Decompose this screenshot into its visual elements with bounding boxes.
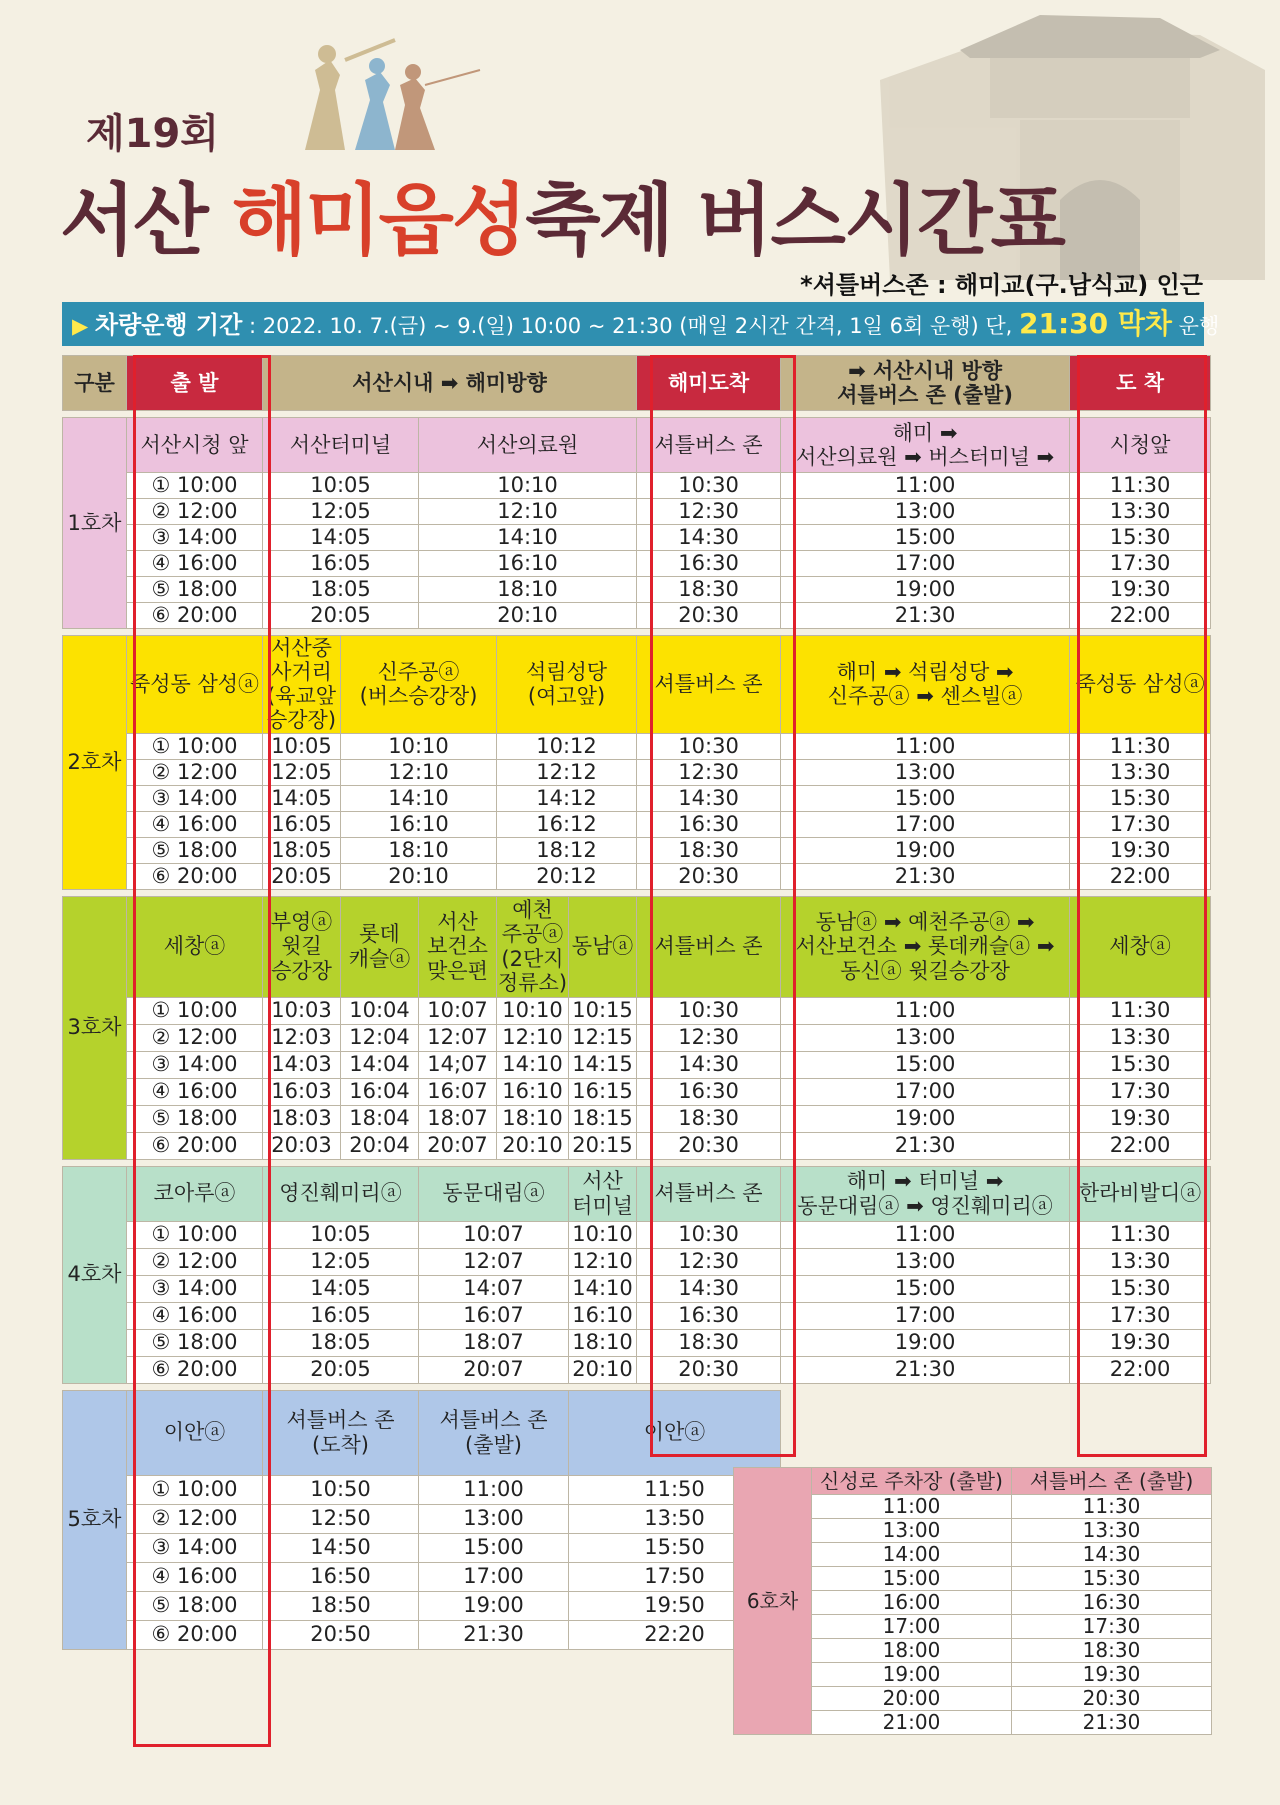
bus2-time-r3-c1: 16:05 (263, 811, 341, 837)
bus3-time-r5-c8: 22:00 (1070, 1132, 1211, 1159)
bus2-time-r5-c0: ⑥ 20:00 (127, 863, 263, 889)
bus1-time-r3-c3: 16:30 (637, 551, 781, 577)
bus1-time-r2-c5: 15:30 (1070, 525, 1211, 551)
bus1-time-r3-c0: ④ 16:00 (127, 551, 263, 577)
bus4-time-r5-c2: 20:07 (419, 1356, 569, 1383)
bus1-time-r4-c4: 19:00 (781, 577, 1070, 603)
bus1-time-r1-c5: 13:30 (1070, 499, 1211, 525)
bus2-time-r2-c5: 15:00 (781, 785, 1070, 811)
bus2-time-r1-c3: 12:12 (497, 759, 637, 785)
bus1-time-r0-c1: 10:05 (263, 473, 419, 499)
header-arrive: 도 착 (1070, 356, 1211, 411)
bus3-time-r3-c2: 16:04 (341, 1078, 419, 1105)
bus1-time-r2-c2: 14:10 (419, 525, 637, 551)
bus1-time-r1-c2: 12:10 (419, 499, 637, 525)
edition-label: 제19회 (86, 111, 219, 157)
bus5-time-r5-c3: 22:20 (569, 1620, 781, 1649)
bus3-time-r3-c0: ④ 16:00 (127, 1078, 263, 1105)
bus3-time-r4-c6: 18:30 (637, 1105, 781, 1132)
bus6-time-r1-c0: 13:00 (812, 1519, 1012, 1543)
bus4-stop-3: 서산 터미널 (569, 1166, 637, 1221)
bus3-time-r5-c2: 20:04 (341, 1132, 419, 1159)
bus6-time-r6-c1: 18:30 (1012, 1639, 1212, 1663)
bus1-stop-2: 서산의료원 (419, 418, 637, 473)
bus4-time-r4-c0: ⑤ 18:00 (127, 1329, 263, 1356)
bus5-time-r0-c3: 11:50 (569, 1475, 781, 1504)
bus4-time-r0-c1: 10:05 (263, 1221, 419, 1248)
bus4-time-r5-c6: 22:00 (1070, 1356, 1211, 1383)
bus3-time-r1-c0: ② 12:00 (127, 1024, 263, 1051)
bus5-stop-1: 셔틀버스 존 (도착) (263, 1390, 419, 1475)
period-text: : 2022. 10. 7.(금) ~ 9.(일) 10:00 ~ 21:30 (매일 2시간 간격, 1일 6회 운행) 단, (242, 314, 1019, 338)
bus3-stop-7: 동남ⓐ ➡ 예천주공ⓐ ➡ 서산보건소 ➡ 롯데캐슬ⓐ ➡ 동신ⓐ 윗길승강장 (781, 896, 1070, 997)
bus4-time-r2-c6: 15:30 (1070, 1275, 1211, 1302)
bus4-time-r0-c0: ① 10:00 (127, 1221, 263, 1248)
bus1-time-r1-c3: 12:30 (637, 499, 781, 525)
bus1-time-r3-c1: 16:05 (263, 551, 419, 577)
bus1-time-r0-c2: 10:10 (419, 473, 637, 499)
bus2-time-r1-c0: ② 12:00 (127, 759, 263, 785)
bus3-time-r2-c4: 14:10 (497, 1051, 569, 1078)
bus4-stop-5: 해미 ➡ 터미널 ➡ 동문대림ⓐ ➡ 영진훼미리ⓐ (781, 1166, 1070, 1221)
bus6-time-r3-c0: 15:00 (812, 1567, 1012, 1591)
bus1-time-r5-c3: 20:30 (637, 603, 781, 629)
bus2-time-r1-c5: 13:00 (781, 759, 1070, 785)
bus2-time-r3-c4: 16:30 (637, 811, 781, 837)
bus3-time-r0-c6: 10:30 (637, 997, 781, 1024)
bus4-time-r0-c2: 10:07 (419, 1221, 569, 1248)
bus2-time-r3-c0: ④ 16:00 (127, 811, 263, 837)
bus6-time-r7-c0: 19:00 (812, 1663, 1012, 1687)
bus4-time-r0-c4: 10:30 (637, 1221, 781, 1248)
bus2-time-r3-c5: 17:00 (781, 811, 1070, 837)
bus5-time-r5-c2: 21:30 (419, 1620, 569, 1649)
bus1-time-r5-c5: 22:00 (1070, 603, 1211, 629)
bus5-time-r2-c0: ③ 14:00 (127, 1533, 263, 1562)
bus6-time-r2-c0: 14:00 (812, 1543, 1012, 1567)
bus3-time-r3-c7: 17:00 (781, 1078, 1070, 1105)
bus4-time-r3-c4: 16:30 (637, 1302, 781, 1329)
bus1-time-r2-c0: ③ 14:00 (127, 525, 263, 551)
bus3-label: 3호차 (63, 896, 127, 1159)
bus3-time-r0-c5: 10:15 (569, 997, 637, 1024)
bus4-time-r0-c3: 10:10 (569, 1221, 637, 1248)
bus6-time-r7-c1: 19:30 (1012, 1663, 1212, 1687)
return-route-line1: ➡ 서산시내 방향 (848, 358, 1003, 383)
bus4-time-r4-c5: 19:00 (781, 1329, 1070, 1356)
bus4-stop-2: 동문대림ⓐ (419, 1166, 569, 1221)
bus3-time-r4-c4: 18:10 (497, 1105, 569, 1132)
bus4-stop-6: 한라비발디ⓐ (1070, 1166, 1211, 1221)
bus4-time-r1-c6: 13:30 (1070, 1248, 1211, 1275)
bus3-time-r3-c3: 16:07 (419, 1078, 497, 1105)
bus5-time-r2-c3: 15:50 (569, 1533, 781, 1562)
bus6-timetable (733, 1467, 1212, 1735)
period-label: 차량운행 기간 (94, 311, 243, 339)
bus5-time-r1-c0: ② 12:00 (127, 1504, 263, 1533)
bus3-time-r0-c3: 10:07 (419, 997, 497, 1024)
bus2-time-r0-c0: ① 10:00 (127, 733, 263, 759)
bus4-time-r5-c1: 20:05 (263, 1356, 419, 1383)
bus3-stop-6: 셔틀버스 존 (637, 896, 781, 997)
bus3-time-r1-c1: 12:03 (263, 1024, 341, 1051)
bus1-stop-0: 서산시청 앞 (127, 418, 263, 473)
bus3-time-r3-c5: 16:15 (569, 1078, 637, 1105)
bus3-time-r0-c8: 11:30 (1070, 997, 1211, 1024)
bus3-stop-0: 세창ⓐ (127, 896, 263, 997)
bus2-time-r5-c3: 20:12 (497, 863, 637, 889)
bus6-header-1: 셔틀버스 존 (출발) (1012, 1468, 1212, 1495)
bus6-header-0: 신성로 주차장 (출발) (812, 1468, 1012, 1495)
bus3-time-r3-c8: 17:30 (1070, 1078, 1211, 1105)
bus-timetable (62, 355, 1211, 1650)
bus4-time-r1-c5: 13:00 (781, 1248, 1070, 1275)
bus1-time-r5-c0: ⑥ 20:00 (127, 603, 263, 629)
bus4-time-r2-c4: 14:30 (637, 1275, 781, 1302)
bus2-stop-4: 셔틀버스 존 (637, 636, 781, 734)
bus5-time-r1-c1: 12:50 (263, 1504, 419, 1533)
bus3-time-r5-c5: 20:15 (569, 1132, 637, 1159)
bus2-time-r3-c6: 17:30 (1070, 811, 1211, 837)
bus5-time-r0-c2: 11:00 (419, 1475, 569, 1504)
bus5-stop-3: 이안ⓐ (569, 1390, 781, 1475)
bus4-time-r5-c3: 20:10 (569, 1356, 637, 1383)
bus3-time-r4-c8: 19:30 (1070, 1105, 1211, 1132)
bus6-time-r8-c0: 20:00 (812, 1687, 1012, 1711)
bus3-stop-8: 세창ⓐ (1070, 896, 1211, 997)
bus6-label: 6호차 (734, 1468, 812, 1735)
bus3-time-r4-c0: ⑤ 18:00 (127, 1105, 263, 1132)
bus6-time-r5-c0: 17:00 (812, 1615, 1012, 1639)
bus3-time-r2-c5: 14:15 (569, 1051, 637, 1078)
bus3-time-r2-c2: 14:04 (341, 1051, 419, 1078)
bus3-time-r1-c8: 13:30 (1070, 1024, 1211, 1051)
bus3-time-r4-c1: 18:03 (263, 1105, 341, 1132)
bus6-time-r3-c1: 15:30 (1012, 1567, 1212, 1591)
bus3-time-r5-c0: ⑥ 20:00 (127, 1132, 263, 1159)
bus4-time-r2-c3: 14:10 (569, 1275, 637, 1302)
bus1-time-r0-c0: ① 10:00 (127, 473, 263, 499)
bus3-time-r1-c2: 12:04 (341, 1024, 419, 1051)
header-gubun: 구분 (63, 356, 127, 411)
bus2-time-r4-c5: 19:00 (781, 837, 1070, 863)
bus5-time-r3-c0: ④ 16:00 (127, 1562, 263, 1591)
shuttle-zone-note: *셔틀버스존 : 해미교(구.남식교) 인근 (800, 271, 1203, 299)
header-route-to-haemi: 서산시내 ➡ 해미방향 (263, 356, 637, 411)
bus3-time-r5-c7: 21:30 (781, 1132, 1070, 1159)
bus6-time-r1-c1: 13:30 (1012, 1519, 1212, 1543)
bus3-time-r0-c4: 10:10 (497, 997, 569, 1024)
bus2-time-r2-c3: 14:12 (497, 785, 637, 811)
bus4-stop-1: 영진훼미리ⓐ (263, 1166, 419, 1221)
bus4-time-r4-c3: 18:10 (569, 1329, 637, 1356)
bus3-time-r1-c3: 12:07 (419, 1024, 497, 1051)
bus3-time-r0-c0: ① 10:00 (127, 997, 263, 1024)
bus3-stop-5: 동남ⓐ (569, 896, 637, 997)
bus3-time-r5-c3: 20:07 (419, 1132, 497, 1159)
bus1-time-r0-c4: 11:00 (781, 473, 1070, 499)
bus3-time-r4-c7: 19:00 (781, 1105, 1070, 1132)
bus3-time-r5-c6: 20:30 (637, 1132, 781, 1159)
bus2-time-r5-c5: 21:30 (781, 863, 1070, 889)
bus1-time-r2-c3: 14:30 (637, 525, 781, 551)
bus3-time-r2-c7: 15:00 (781, 1051, 1070, 1078)
bus4-time-r1-c0: ② 12:00 (127, 1248, 263, 1275)
header-return-route (781, 356, 1070, 411)
bus2-time-r4-c4: 18:30 (637, 837, 781, 863)
bus6-time-r0-c1: 11:30 (1012, 1495, 1212, 1519)
bus3-time-r2-c0: ③ 14:00 (127, 1051, 263, 1078)
bus2-time-r3-c2: 16:10 (341, 811, 497, 837)
bus5-time-r4-c3: 19:50 (569, 1591, 781, 1620)
bus2-time-r0-c2: 10:10 (341, 733, 497, 759)
bus2-stop-3: 석림성당 (여고앞) (497, 636, 637, 734)
bus4-time-r3-c3: 16:10 (569, 1302, 637, 1329)
bus4-time-r1-c2: 12:07 (419, 1248, 569, 1275)
bus2-stop-1: 서산중 사거리 (육교앞 승강장) (263, 636, 341, 734)
operation-period-bar (62, 302, 1220, 346)
bus1-time-r5-c2: 20:10 (419, 603, 637, 629)
bus6-time-r2-c1: 14:30 (1012, 1543, 1212, 1567)
header-haemi-arrive: 해미도착 (637, 356, 781, 411)
bus5-time-r1-c3: 13:50 (569, 1504, 781, 1533)
bus2-time-r5-c4: 20:30 (637, 863, 781, 889)
bus1-stop-4: 해미 ➡ 서산의료원 ➡ 버스터미널 ➡ (781, 418, 1070, 473)
title-part3: 축제 버스시간표 (525, 176, 1064, 266)
bus4-time-r2-c1: 14:05 (263, 1275, 419, 1302)
bus4-time-r1-c3: 12:10 (569, 1248, 637, 1275)
bus5-time-r5-c1: 20:50 (263, 1620, 419, 1649)
bus4-time-r2-c2: 14:07 (419, 1275, 569, 1302)
bus1-time-r3-c4: 17:00 (781, 551, 1070, 577)
bus4-time-r3-c5: 17:00 (781, 1302, 1070, 1329)
bus3-time-r4-c3: 18:07 (419, 1105, 497, 1132)
bus3-time-r1-c7: 13:00 (781, 1024, 1070, 1051)
page-title (60, 158, 1064, 270)
bus1-time-r5-c1: 20:05 (263, 603, 419, 629)
bus2-time-r5-c2: 20:10 (341, 863, 497, 889)
bus2-label: 2호차 (63, 636, 127, 890)
bus4-stop-0: 코아루ⓐ (127, 1166, 263, 1221)
bus1-time-r1-c0: ② 12:00 (127, 499, 263, 525)
bus4-time-r1-c1: 12:05 (263, 1248, 419, 1275)
bus1-time-r5-c4: 21:30 (781, 603, 1070, 629)
bus4-time-r0-c5: 11:00 (781, 1221, 1070, 1248)
period-highlight: 21:30 막차 (1019, 307, 1172, 340)
bus3-time-r0-c2: 10:04 (341, 997, 419, 1024)
bus4-time-r3-c0: ④ 16:00 (127, 1302, 263, 1329)
bus4-time-r4-c4: 18:30 (637, 1329, 781, 1356)
bus2-time-r1-c4: 12:30 (637, 759, 781, 785)
bus2-time-r2-c1: 14:05 (263, 785, 341, 811)
bus5-time-r3-c1: 16:50 (263, 1562, 419, 1591)
bus4-time-r1-c4: 12:30 (637, 1248, 781, 1275)
bus4-time-r5-c5: 21:30 (781, 1356, 1070, 1383)
bus2-time-r2-c0: ③ 14:00 (127, 785, 263, 811)
bus2-time-r1-c1: 12:05 (263, 759, 341, 785)
bus1-time-r4-c5: 19:30 (1070, 577, 1211, 603)
warriors-illustration (285, 30, 485, 160)
header-depart: 출 발 (127, 356, 263, 411)
bus6-time-r4-c0: 16:00 (812, 1591, 1012, 1615)
bus3-time-r0-c1: 10:03 (263, 997, 341, 1024)
bus2-stop-6: 죽성동 삼성ⓐ (1070, 636, 1211, 734)
bus2-time-r1-c6: 13:30 (1070, 759, 1211, 785)
bus1-time-r0-c3: 10:30 (637, 473, 781, 499)
bus6-time-r9-c1: 21:30 (1012, 1711, 1212, 1735)
bus4-time-r3-c6: 17:30 (1070, 1302, 1211, 1329)
bus3-time-r1-c4: 12:10 (497, 1024, 569, 1051)
title-part1: 서산 (60, 176, 232, 266)
bus2-time-r0-c5: 11:00 (781, 733, 1070, 759)
bus4-time-r4-c1: 18:05 (263, 1329, 419, 1356)
bus1-time-r3-c5: 17:30 (1070, 551, 1211, 577)
bus1-time-r3-c2: 16:10 (419, 551, 637, 577)
bus2-time-r4-c1: 18:05 (263, 837, 341, 863)
bus3-time-r0-c7: 11:00 (781, 997, 1070, 1024)
bus2-time-r4-c6: 19:30 (1070, 837, 1211, 863)
bus1-stop-5: 시청앞 (1070, 418, 1211, 473)
bus4-time-r5-c0: ⑥ 20:00 (127, 1356, 263, 1383)
bus2-time-r2-c2: 14:10 (341, 785, 497, 811)
bus1-label: 1호차 (63, 418, 127, 629)
bus3-stop-1: 부영ⓐ 윗길 승강장 (263, 896, 341, 997)
bus5-time-r3-c3: 17:50 (569, 1562, 781, 1591)
bus3-time-r1-c5: 12:15 (569, 1024, 637, 1051)
bus2-time-r0-c3: 10:12 (497, 733, 637, 759)
bus2-time-r5-c6: 22:00 (1070, 863, 1211, 889)
title-part2: 해미읍성 (231, 176, 526, 266)
bus5-time-r4-c1: 18:50 (263, 1591, 419, 1620)
bus2-time-r4-c2: 18:10 (341, 837, 497, 863)
bus6-time-r0-c0: 11:00 (812, 1495, 1012, 1519)
bus2-time-r0-c4: 10:30 (637, 733, 781, 759)
bus3-stop-3: 서산 보건소 맞은편 (419, 896, 497, 997)
return-route-line2: 셔틀버스 존 (출발) (837, 383, 1013, 407)
bus5-time-r1-c2: 13:00 (419, 1504, 569, 1533)
bus4-time-r2-c5: 15:00 (781, 1275, 1070, 1302)
bus3-time-r2-c6: 14:30 (637, 1051, 781, 1078)
bus3-time-r5-c4: 20:10 (497, 1132, 569, 1159)
bus4-time-r0-c6: 11:30 (1070, 1221, 1211, 1248)
bus1-stop-3: 셔틀버스 존 (637, 418, 781, 473)
bus1-time-r4-c1: 18:05 (263, 577, 419, 603)
bus5-time-r2-c1: 14:50 (263, 1533, 419, 1562)
bus5-time-r0-c1: 10:50 (263, 1475, 419, 1504)
bus3-time-r3-c6: 16:30 (637, 1078, 781, 1105)
bus3-time-r2-c8: 15:30 (1070, 1051, 1211, 1078)
bus5-label: 5호차 (63, 1390, 127, 1649)
bus2-time-r0-c1: 10:05 (263, 733, 341, 759)
bus2-stop-0: 죽성동 삼성ⓐ (127, 636, 263, 734)
bus2-time-r1-c2: 12:10 (341, 759, 497, 785)
bus3-time-r4-c5: 18:15 (569, 1105, 637, 1132)
bus3-stop-2: 롯데 캐슬ⓐ (341, 896, 419, 997)
bus1-time-r1-c1: 12:05 (263, 499, 419, 525)
bus2-time-r3-c3: 16:12 (497, 811, 637, 837)
bus6-time-r9-c0: 21:00 (812, 1711, 1012, 1735)
bus3-time-r4-c2: 18:04 (341, 1105, 419, 1132)
bus5-time-r4-c2: 19:00 (419, 1591, 569, 1620)
bus6-time-r8-c1: 20:30 (1012, 1687, 1212, 1711)
bus3-time-r2-c1: 14:03 (263, 1051, 341, 1078)
bus4-time-r4-c2: 18:07 (419, 1329, 569, 1356)
bus4-time-r2-c0: ③ 14:00 (127, 1275, 263, 1302)
bus4-time-r3-c2: 16:07 (419, 1302, 569, 1329)
bus1-time-r2-c1: 14:05 (263, 525, 419, 551)
bus1-time-r0-c5: 11:30 (1070, 473, 1211, 499)
bus1-stop-1: 서산터미널 (263, 418, 419, 473)
bus5-time-r5-c0: ⑥ 20:00 (127, 1620, 263, 1649)
bus3-time-r5-c1: 20:03 (263, 1132, 341, 1159)
bus2-stop-2: 신주공ⓐ (버스승강장) (341, 636, 497, 734)
bus1-time-r1-c4: 13:00 (781, 499, 1070, 525)
bus5-time-r3-c2: 17:00 (419, 1562, 569, 1591)
bus2-time-r2-c6: 15:30 (1070, 785, 1211, 811)
bus2-time-r4-c3: 18:12 (497, 837, 637, 863)
bus2-time-r4-c0: ⑤ 18:00 (127, 837, 263, 863)
bus3-time-r3-c1: 16:03 (263, 1078, 341, 1105)
bus1-time-r4-c3: 18:30 (637, 577, 781, 603)
bus5-time-r0-c0: ① 10:00 (127, 1475, 263, 1504)
bus4-label: 4호차 (63, 1166, 127, 1383)
bus3-time-r1-c6: 12:30 (637, 1024, 781, 1051)
bus2-time-r2-c4: 14:30 (637, 785, 781, 811)
bus3-stop-4: 예천 주공ⓐ (2단지 정류소) (497, 896, 569, 997)
bus6-time-r5-c1: 17:30 (1012, 1615, 1212, 1639)
bus4-time-r3-c1: 16:05 (263, 1302, 419, 1329)
bus4-time-r5-c4: 20:30 (637, 1356, 781, 1383)
bus5-time-r2-c2: 15:00 (419, 1533, 569, 1562)
bus5-stop-2: 셔틀버스 존 (출발) (419, 1390, 569, 1475)
bus2-time-r0-c6: 11:30 (1070, 733, 1211, 759)
bus2-stop-5: 해미 ➡ 석림성당 ➡ 신주공ⓐ ➡ 센스빌ⓐ (781, 636, 1070, 734)
bus3-time-r2-c3: 14;07 (419, 1051, 497, 1078)
bus6-time-r4-c1: 16:30 (1012, 1591, 1212, 1615)
bus3-time-r3-c4: 16:10 (497, 1078, 569, 1105)
bus1-time-r4-c2: 18:10 (419, 577, 637, 603)
bus1-time-r2-c4: 15:00 (781, 525, 1070, 551)
bus1-time-r4-c0: ⑤ 18:00 (127, 577, 263, 603)
bus4-stop-4: 셔틀버스 존 (637, 1166, 781, 1221)
bus2-time-r5-c1: 20:05 (263, 863, 341, 889)
bus5-stop-0: 이안ⓐ (127, 1390, 263, 1475)
period-tail: 운행 (1171, 314, 1220, 338)
bus6-time-r6-c0: 18:00 (812, 1639, 1012, 1663)
period-arrow-icon: ▶ (72, 314, 89, 338)
bus4-time-r4-c6: 19:30 (1070, 1329, 1211, 1356)
bus5-time-r4-c0: ⑤ 18:00 (127, 1591, 263, 1620)
